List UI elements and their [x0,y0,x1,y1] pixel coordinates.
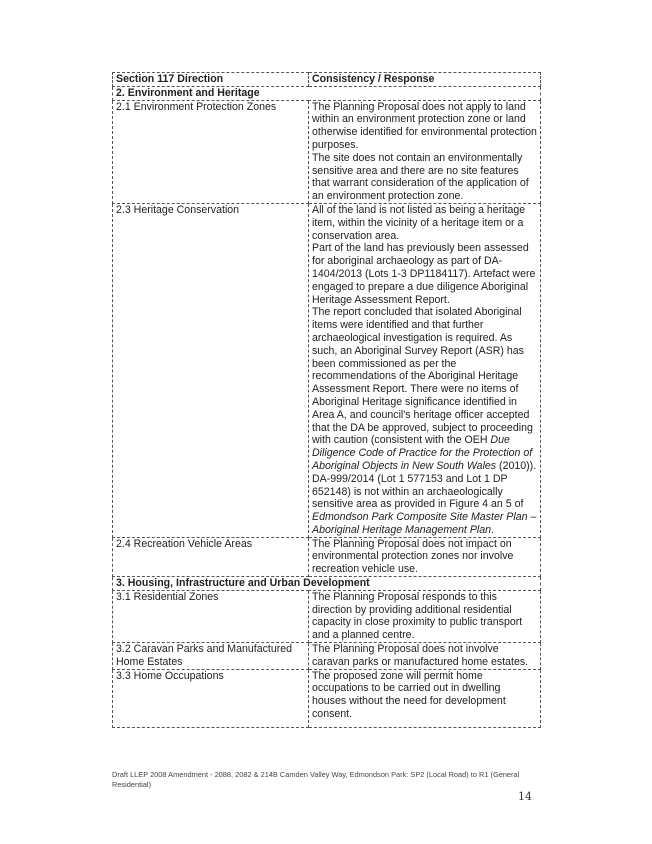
table-row [113,669,541,727]
direction-cell: 3.3 Home Occupations [113,669,309,727]
response-citation: Edmondson Park Composite Site Master Plan – Aboriginal Heritage Management Plan [312,511,537,536]
table-header-row [113,73,541,87]
response-text: (2010)). DA-999/2014 (Lot 1 577153 and Lot 1 DP 652148) is not within an archaeologically sensitive area as provided in Figure 4 an 5 of [312,459,537,511]
response-paragraph: The site does not contain an environmentally sensitive area and there are no site features that warrant consideration of the application of an environment protection zone. [312,151,529,203]
section-row [113,86,541,100]
response-cell: The Planning Proposal does not impact on environmental protection zones nor involve recreation vehicle use. [309,537,541,576]
response-paragraph: All of the land is not listed as being a heritage item, within the vicinity of a heritage item or a conservation area. [312,203,526,242]
response-text: . [491,523,494,536]
direction-cell: 2.1 Environment Protection Zones [113,100,309,203]
section-title-environment: 2. Environment and Heritage [113,86,541,100]
response-paragraph [312,306,537,536]
response-cell [309,203,541,537]
header-direction: Section 117 Direction [113,73,309,87]
direction-cell: 2.4 Recreation Vehicle Areas [113,537,309,576]
response-cell: The Planning Proposal does not involve caravan parks or manufactured home estates. [309,643,541,670]
header-consistency: Consistency / Response [309,73,541,87]
response-cell [309,669,541,727]
response-paragraph: The Planning Proposal does not apply to land within an environment protection zone or land otherwise identified for environmental protection purposes. [312,100,537,151]
section-row [113,577,541,591]
section-117-table [112,72,541,728]
response-paragraph: Part of the land has previously been assessed for aboriginal archaeology as part of DA-1404/2013 (Lots 1-3 DP1184117). Artefact were engaged to prepare a due diligence Aboriginal Heritage Assessment Report. [312,242,536,306]
response-text: The report concluded that isolated Aboriginal items were identified and that further archaeological investigation is required. As such, an Aboriginal Survey Report (ASR) has been commissioned as per the recommendations of the Aboriginal Heritage Assessment Report. There were no items of Aboriginal Heritage significance identified in Area A, and council's heritage officer accepted that the DA be approved, subject to proceeding with caution (consistent with the OEH [312,306,533,447]
table-row [113,537,541,576]
table-row [113,100,541,203]
response-cell [309,100,541,203]
direction-cell: 3.2 Caravan Parks and Manufactured Home Estates [113,643,309,670]
table-row [113,203,541,537]
section-title-housing: 3. Housing, Infrastructure and Urban Development [113,577,541,591]
page-number: 14 [518,790,532,803]
response-cell: The Planning Proposal responds to this direction by providing additional residential capacity in close proximity to public transport and a planned centre. [309,590,541,642]
response-citation: Due Diligence Code of Practice for the Protection of Aboriginal Objects in New South Wales [312,434,533,472]
page-footer: Draft LLEP 2008 Amendment - 2088, 2082 & 214B Camden Valley Way, Edmondson Park: SP2 (Local Road) to R1 (General Residential) [112,770,520,789]
cell-spacer [312,721,537,727]
direction-cell: 3.1 Residential Zones [113,590,309,642]
response-text: The proposed zone will permit home occupations to be carried out in dwelling houses without the need for development consent. [312,669,506,721]
direction-cell: 2.3 Heritage Conservation [113,203,309,537]
table-row [113,643,541,670]
table-row [113,590,541,642]
